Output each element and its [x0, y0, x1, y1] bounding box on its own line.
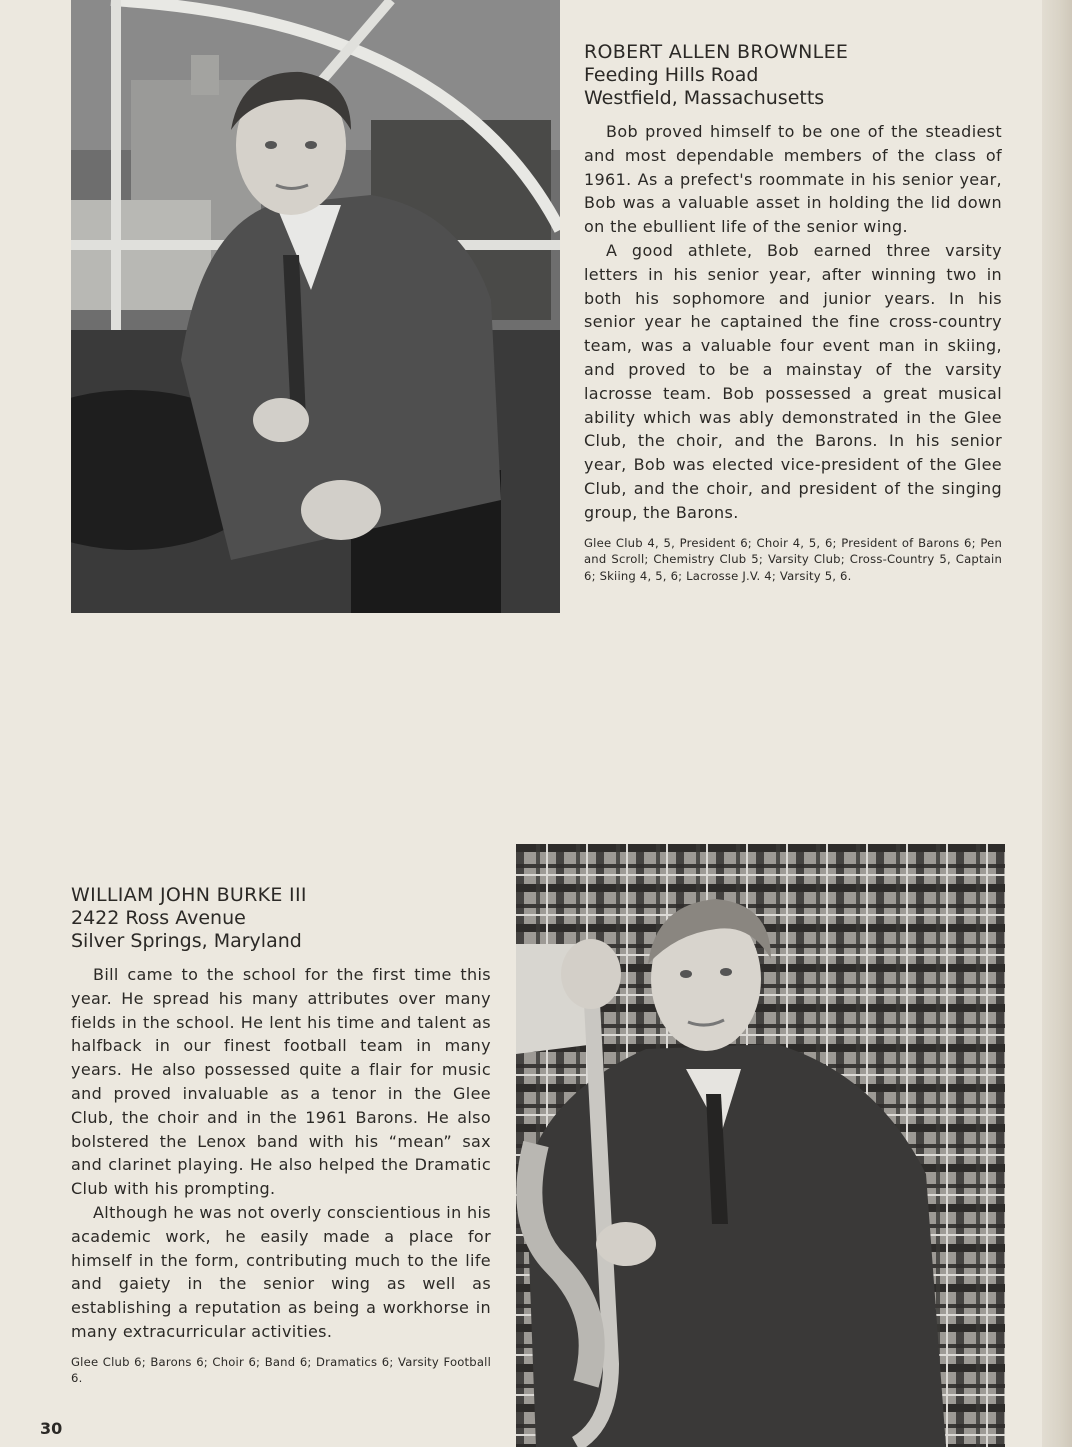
senior-entry-brownlee: [584, 41, 1002, 584]
address-line: Westfield, Massachusetts: [584, 87, 825, 109]
biography: [71, 963, 491, 1344]
student-name: WILLIAM JOHN BURKE III: [71, 884, 307, 906]
page-number: 30: [40, 1419, 63, 1438]
senior-entry-burke: [71, 884, 491, 1387]
address-line: 2422 Ross Avenue: [71, 907, 246, 929]
bio-paragraph: Bob proved himself to be one of the steadiest and most dependable members of the class of 1961. As a prefect's roommate in his senior year, Bob was a valuable asset in holding the lid down on the ebullient life of the senior wing.: [584, 122, 1002, 237]
student-name: ROBERT ALLEN BROWNLEE: [584, 41, 849, 63]
address-line: Silver Springs, Maryland: [71, 930, 302, 952]
bio-paragraph: A good athlete, Bob earned three varsity letters in his senior year, after winning two in both his sophomore and junior years. In his senior year he captained the fine cross-country team, was a valuable four event man in skiing, and proved to be a mainstay of the varsity lacrosse team. Bob possessed a great musical ability which was ably demonstrated in the Glee Club, the choir, and the Barons. In his senior year, Bob was elected vice-president of the Glee Club, and the choir, and president of the singing group, the Barons.: [584, 240, 1002, 522]
page-edge: [1042, 0, 1072, 1447]
portrait-photo-brownlee: [71, 0, 560, 613]
bio-paragraph: Bill came to the school for the first time this year. He spread his many attributes over many fields in the school. He lent his time and talent as halfback in our finest football team in many years. He also possessed quite a flair for music and proved invaluable as a tenor in the Glee Club, the choir and in the 1961 Barons. He also bolstered the Lenox band with his “mean” sax and clarinet playing. He also helped the Dramatic Club with his prompting.: [71, 965, 491, 1199]
portrait-photo-burke: [516, 844, 1005, 1447]
activities-list: Glee Club 4, 5, President 6; Choir 4, 5, 6; President of Barons 6; Pen and Scroll; Chemistry Club 5; Varsity Club; Cross-Country 5, Captain 6; Skiing 4, 5, 6; Lacrosse J.V. 4; Varsity 5, 6.: [584, 535, 1002, 583]
activities-list: Glee Club 6; Barons 6; Choir 6; Band 6; Dramatics 6; Varsity Football 6.: [71, 1354, 491, 1386]
address-line: Feeding Hills Road: [584, 64, 759, 86]
bio-paragraph: Although he was not overly conscientious in his academic work, he easily made a place for himself in the form, contributing much to the life and gaiety in the senior wing as well as establishing a reputation as being a workhorse in many extracurricular activities.: [71, 1202, 491, 1341]
biography: [584, 120, 1002, 525]
